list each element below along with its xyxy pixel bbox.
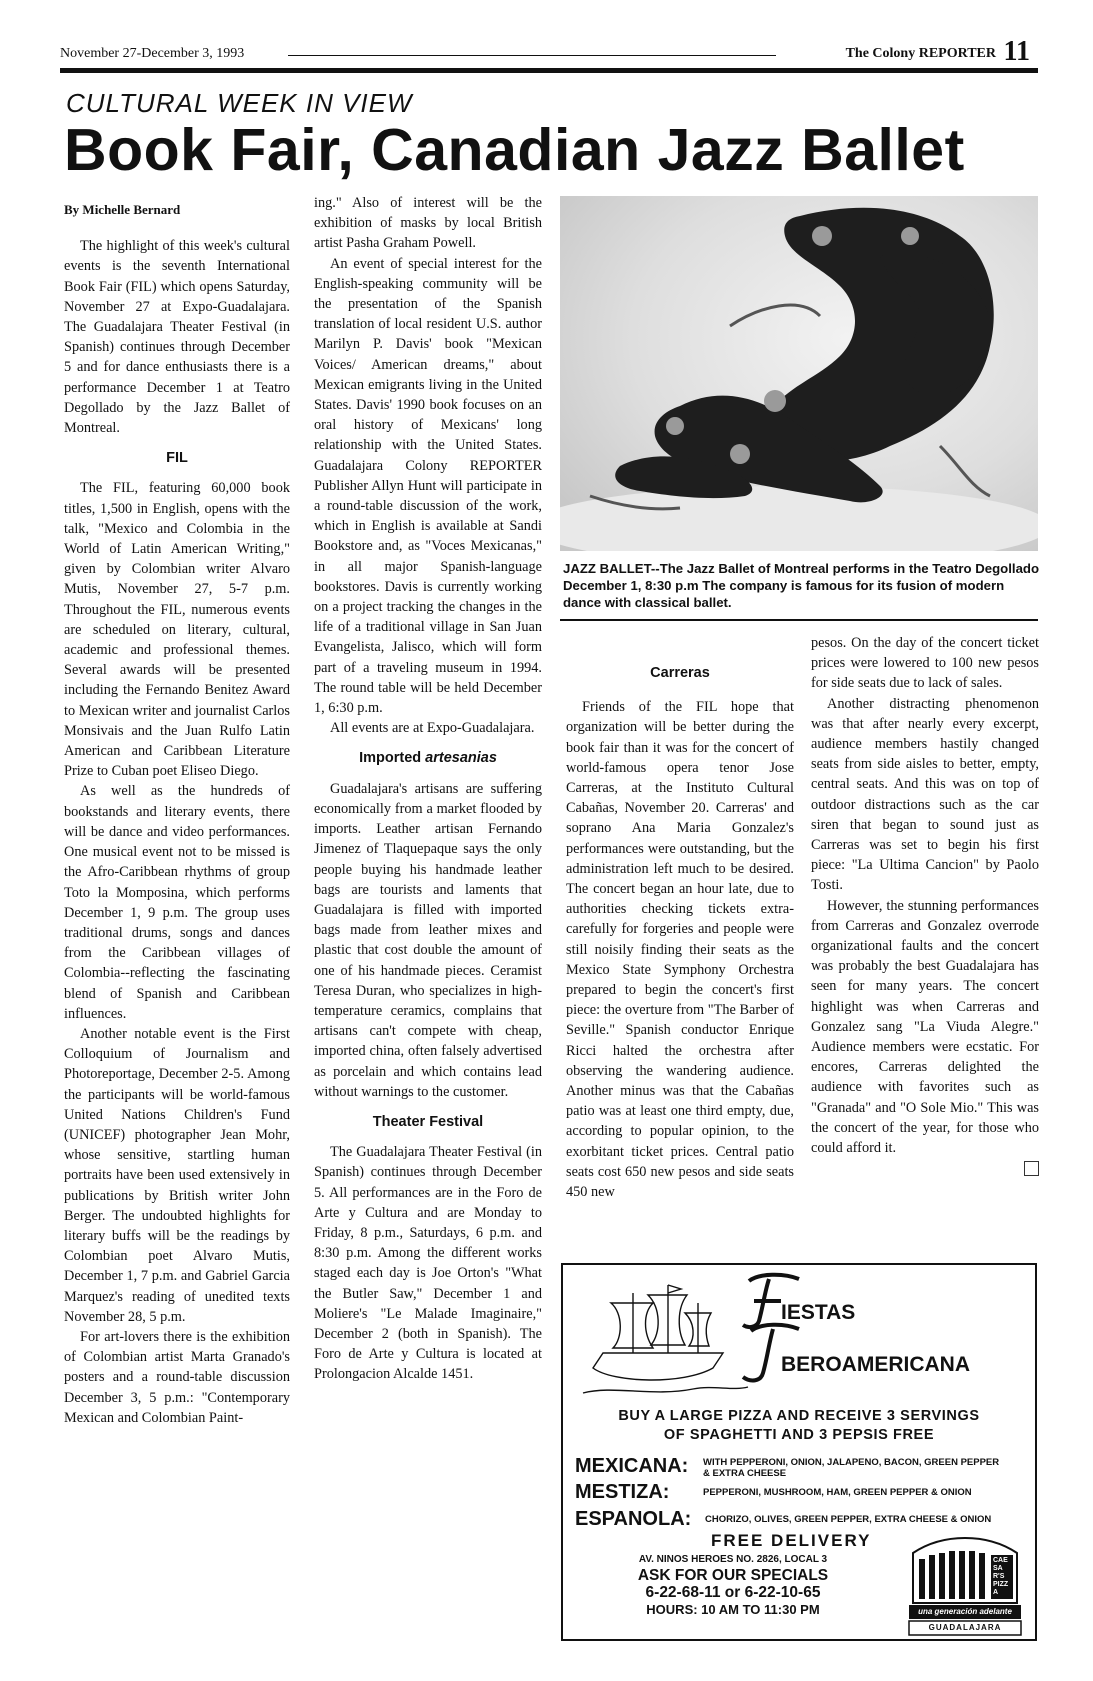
- offer-line-2: OF SPAGHETTI AND 3 PEPSIS FREE: [663, 1427, 935, 1443]
- header-rule: [288, 55, 776, 56]
- paragraph: The FIL, featuring 60,000 book titles, 1,500 in English, opens with the talk, "Mexico and Colombia in the World of Latin American Writing," given by Colombian writer Alvaro Mutis, November 27, 5-7 p.m. Throughout the FIL, numerous events are scheduled on literary, cultural, academic and professional themes. Several awards will be presented including the Fernando Benitez Award to Mexican writer and journalist Carlos Monsivais and the Juan Rulfo Latin American and Caribbean Literature Prize to Cuban poet Eliseo Diego.: [64, 480, 290, 780]
- pizza-name: MEXICANA:: [575, 1455, 689, 1477]
- article-column-1: [64, 200, 290, 1428]
- paragraph: Another notable event is the First Colloquium of Journalism and Photoreportage, December 2-5. Among the participants will be world-famous United Nations Children's Fund (UNICEF) photographer Jean Mohr, whose sensitive, startling human portraits have been used extensively in publications by British writer John Berger. The undoubted highlights for literary buffs will be the readings by Colombian poet Alvaro Mutis, December 1, 7 p.m. and Gabriel Garcia Marquez's reading of unedited texts November 28, 5 p.m.: [64, 1025, 290, 1325]
- subhead-artesanias: artesanias: [425, 750, 497, 767]
- ad-offer: [563, 1407, 1035, 1445]
- paragraph: All events are at Expo-Guadalajara.: [330, 720, 535, 737]
- paragraph: Guadalajara's artisans are suffering economically from a market flooded by imports. Leather artisan Fernando Jimenez of Tlaquepaque says the only people buying his handmade leather bags are tourists and laments that Guadalajara is filled with imported bags made from leather mixes and plastic that cost double the amount of one of his handmade pieces. Ceramist Teresa Duran, who specializes in high-temperature ceramics, complains that artisans can't compete with cheap, imported china, often falsely advertised as porcelain and which contains lead without warnings to the customer.: [314, 780, 542, 1100]
- ad-contact-block: [563, 1567, 903, 1618]
- section-kicker: CULTURAL WEEK IN VIEW: [66, 88, 413, 118]
- pizza-advertisement: [561, 1263, 1037, 1641]
- phone-numbers: 6-22-68-11 or 6-22-10-65: [645, 1584, 821, 1601]
- paragraph: pesos. On the day of the concert ticket prices were lowered to 100 new pesos for side seats due to lack of sales.: [811, 635, 1039, 692]
- logo-brand: CAESAR'S PIZZA: [993, 1557, 1009, 1596]
- article-column-2: [314, 193, 542, 1385]
- ad-title-line-1: IESTAS: [781, 1301, 856, 1324]
- caesars-pizza-logo: [903, 1533, 1027, 1637]
- paragraph: The Guadalajara Theater Festival (in Spanish) continues through December 5. All performances are in the Foro de Arte y Cultura and are Monday to Friday, 8 p.m., Saturdays, 6 p.m. and 8:30 p.m. Among the different works staged each day is Joe Orton's "What the Butler Saw," December 1 and Moliere's "Le Malade Imaginaire," December 2 (both in Spanish). The Foro de Arte y Cultura is located at Prolongacion Alcalde 1451.: [314, 1144, 542, 1383]
- paragraph: As well as the hundreds of bookstands and literary events, there will be dance and video performances. One musical event not to be missed is the Afro-Caribbean rhythms of group Toto la Momposina, which performs December 1, 9 p.m. The group uses traditional drums, songs and dances from the Caribbean villages of Colombia--reflecting the fascinating blend of Spanish and Caribbean influences.: [64, 783, 290, 1022]
- offer-line-1: BUY A LARGE PIZZA AND RECEIVE 3 SERVINGS: [618, 1408, 980, 1424]
- ask-specials: ASK FOR OUR SPECIALS: [637, 1567, 829, 1584]
- logo-city: GUADALAJARA: [928, 1623, 1002, 1632]
- paragraph: An event of special interest for the English-speaking community will be the presentation of the Spanish translation of local resident U.S. author Marilyn P. Davis' book "Mexican Voices/ American dreams," about Mexican emigrants living in the United States. Davis' 1990 book focuses on an oral history of Mexicans' long relationship with the United States. Guadalajara Colony REPORTER Publisher Allyn Hunt will participate in a round-table discussion of the work, which in English is available at Sandi Bookstore and, as "Voces Mexicanas," in all major Spanish-language bookstores. Davis is currently working on a project tracking the changes in the life of a traditional village in San Juan Evangelista, Jalisco, which will form part of a traveling museum in 1994. The round table will be held December 1, 6:30 p.m.: [314, 255, 542, 717]
- ad-title-line-2: BEROAMERICANA: [781, 1353, 970, 1376]
- galleon-ship-icon: [573, 1273, 753, 1403]
- pizza-description: PEPPERONI, MUSHROOM, HAM, GREEN PEPPER & ONION: [703, 1487, 972, 1498]
- dancers-photo-illustration: [560, 196, 1038, 551]
- byline: By Michelle Bernard: [64, 202, 181, 217]
- article-column-4: [811, 633, 1039, 1176]
- header-thick-rule: [60, 68, 1038, 73]
- paragraph: ing." Also of interest will be the exhibition of masks by local British artist Pasha Graham Powell.: [314, 195, 542, 252]
- headline: Book Fair, Canadian Jazz Ballet: [64, 117, 965, 183]
- paper-name: The Colony REPORTER: [845, 46, 996, 61]
- jazz-ballet-photo: [560, 196, 1038, 551]
- logo-tagline: una generación adelante: [918, 1607, 1012, 1616]
- paragraph: For art-lovers there is the exhibition of Colombian artist Marta Granado's posters and a round-table discussion December 3, 5 p.m.: "Contemporary Mexican and Colombian Paint-: [64, 1328, 290, 1426]
- business-hours: HOURS: 10 AM TO 11:30 PM: [646, 1602, 820, 1617]
- caption-rule: [560, 619, 1038, 621]
- end-of-story-mark: [1024, 1161, 1039, 1176]
- subhead-imported-artesanias: [314, 748, 542, 768]
- pizza-description: WITH PEPPERONI, ONION, JALAPENO, BACON, GREEN PEPPER & EXTRA CHEESE: [703, 1457, 1000, 1479]
- issue-date: November 27-December 3, 1993: [60, 46, 245, 61]
- page-number: 11: [1003, 36, 1030, 67]
- paragraph: Another distracting phenomenon was that after nearly every excerpt, audience members hastily changed seats from side aisles to better, empty, central seats. And this was on top of outdoor distractions such as the car siren that began to sound just as Carreras was set to begin his first piece: "La Ultima Cancion" by Paolo Tosti.: [811, 695, 1039, 894]
- pizza-name: ESPANOLA:: [575, 1508, 692, 1530]
- free-delivery: FREE DELIVERY: [711, 1531, 872, 1550]
- subhead-theater-festival: Theater Festival: [372, 1113, 484, 1130]
- photo-caption: JAZZ BALLET--The Jazz Ballet of Montreal performs in the Teatro Degollado December 1, 8:30 p.m The company is famous for its fusion of modern dance with classical ballet.: [563, 561, 1040, 610]
- ad-address: AV. NINOS HEROES NO. 2826, LOCAL 3: [638, 1554, 828, 1565]
- subhead-fil: FIL: [166, 450, 188, 467]
- paragraph: Friends of the FIL hope that organization will be better during the book fair than it was for the concert of world-famous opera tenor Jose Carreras, at the Instituto Cultural Cabañas, November 20. Carreras' and soprano Ana Maria Gonzalez's performances were outstanding, but the administration left much to be desired. The concert began an hour late, due to authorities checking tickets extra-carefully for forgeries and people were still noisily finding their seats as the Mexico State Symphony Orchestra prepared to begin the concert's first piece: the overture from "The Barber of Seville." Spanish conductor Enrique Ricci halted the orchestra after observing the wandering audience. Another minus was that the Cabañas patio was at least one third empty, due, according to popular opinion, to the exorbitant ticket prices. Central patio seats cost 650 new pesos and side seats 450 new: [566, 699, 794, 1201]
- paragraph: However, the stunning performances from Carreras and Gonzalez overrode organizational faults and the concert was probably the best Guadalajara has seen for many years. The concert highlight was when Carreras and Gonzalez sang "La Viuda Alegre." Audience members were ecstatic. For encores, Carreras delighted the audience with favorites such as "Granada" and "O Sole Mio." This was the concert of the year, for those who could afford it.: [811, 897, 1039, 1157]
- paragraph: The highlight of this week's cultural events is the seventh International Book Fair (FIL) which opens Saturday, November 27 at Expo-Guadalajara. The Guadalajara Theater Festival (in Spanish) continues through December 5 and for dance enthusiasts there is a performance December 1 at Teatro Degollado by the Jazz Ballet of Montreal.: [64, 238, 290, 437]
- subhead-carreras: Carreras: [650, 665, 710, 681]
- page-header: [60, 36, 1038, 76]
- pizza-description: CHORIZO, OLIVES, GREEN PEPPER, EXTRA CHEESE & ONION: [705, 1514, 992, 1525]
- pizza-name: MESTIZA:: [575, 1481, 670, 1503]
- article-column-3: [566, 663, 794, 1202]
- subhead-imported: Imported: [359, 750, 422, 767]
